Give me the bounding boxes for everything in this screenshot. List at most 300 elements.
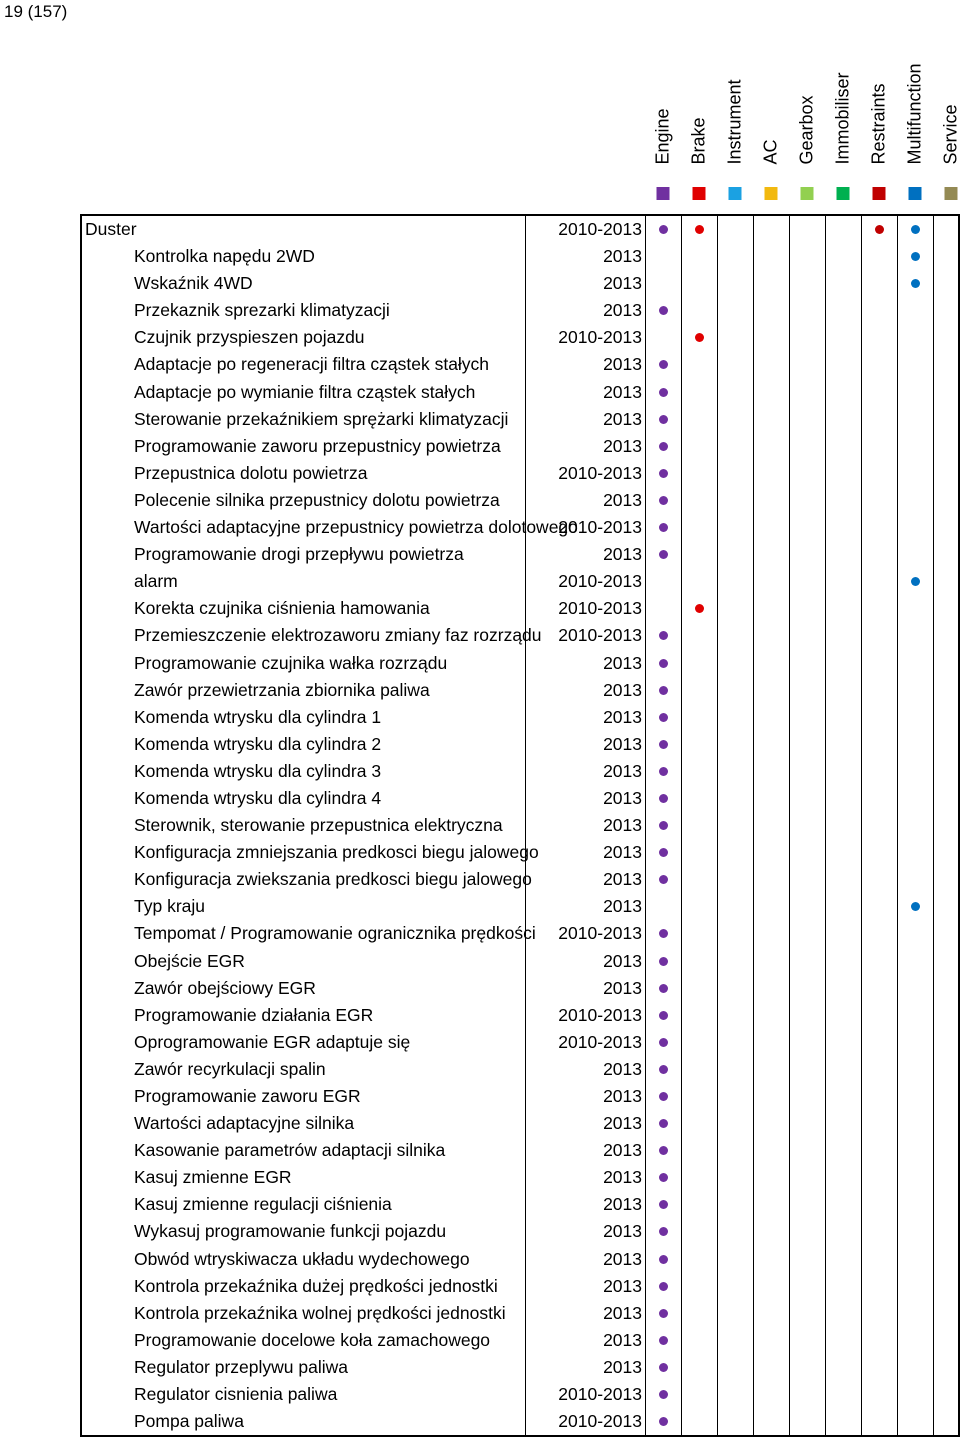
cell-gearbox [789,1110,825,1137]
cell-instrument [717,351,753,378]
cell-gearbox [789,731,825,758]
cell-ac [753,650,789,677]
cell-gearbox [789,650,825,677]
year-range: 2010-2013 [525,1408,645,1435]
support-dot-engine [659,360,668,369]
cell-ac [753,704,789,731]
cell-multifunction [897,568,933,595]
cell-gearbox [789,948,825,975]
table-row [82,541,958,568]
cell-service [933,514,969,541]
cell-brake [681,948,717,975]
cell-restraints [861,1246,897,1273]
cell-restraints [861,785,897,812]
table-row [82,1408,958,1435]
cell-brake [681,351,717,378]
support-dot-engine [659,469,668,478]
function-name: Zawór przewietrzania zbiornika paliwa [134,679,430,700]
year-range: 2013 [525,297,645,324]
support-dot-engine [659,1417,668,1426]
function-name: Kontrola przekaźnika wolnej prędkości jednostki [134,1302,506,1323]
cell-gearbox [789,216,825,243]
cell-restraints [861,1300,897,1327]
cell-engine [645,406,681,433]
support-dot-engine [659,1390,668,1399]
cell-service [933,704,969,731]
support-dot-engine [659,848,668,857]
cell-engine [645,351,681,378]
cell-engine [645,1381,681,1408]
cell-restraints [861,351,897,378]
cell-immobiliser [825,622,861,649]
year-range: 2010-2013 [525,920,645,947]
cell-service [933,1273,969,1300]
cell-service [933,1246,969,1273]
cell-brake [681,1137,717,1164]
cell-engine [645,920,681,947]
cell-multifunction [897,622,933,649]
cell-ac [753,1002,789,1029]
cell-service [933,731,969,758]
table-row [82,1083,958,1110]
cell-restraints [861,216,897,243]
cell-multifunction [897,1300,933,1327]
cell-engine [645,758,681,785]
year-range: 2010-2013 [525,514,645,541]
year-range: 2010-2013 [525,460,645,487]
cell-brake [681,1218,717,1245]
cell-restraints [861,297,897,324]
cell-immobiliser [825,1083,861,1110]
cell-service [933,948,969,975]
cell-gearbox [789,568,825,595]
year-range: 2013 [525,677,645,704]
cell-service [933,1083,969,1110]
function-table [80,214,960,1437]
cell-brake [681,1300,717,1327]
year-range: 2013 [525,351,645,378]
function-name: Adaptacje po regeneracji filtra cząstek stałych [134,354,490,375]
cell-restraints [861,1354,897,1381]
cell-gearbox [789,812,825,839]
cell-brake [681,1408,717,1435]
cell-brake [681,324,717,351]
cell-multifunction [897,1191,933,1218]
cell-immobiliser [825,758,861,785]
table-row [82,1354,958,1381]
cell-brake [681,1273,717,1300]
cell-instrument [717,1246,753,1273]
table-row [82,460,958,487]
year-range: 2013 [525,1164,645,1191]
support-dot-engine [659,713,668,722]
cell-ac [753,622,789,649]
column-label-immobiliser: Immobiliser [832,72,853,165]
year-range: 2013 [525,1137,645,1164]
cell-restraints [861,1191,897,1218]
year-range: 2010-2013 [525,568,645,595]
cell-brake [681,379,717,406]
cell-multifunction [897,460,933,487]
cell-ac [753,351,789,378]
column-label-brake: Brake [688,117,709,165]
cell-service [933,433,969,460]
cell-instrument [717,1273,753,1300]
column-header-restraints [861,0,897,205]
cell-immobiliser [825,1327,861,1354]
cell-restraints [861,1110,897,1137]
cell-ac [753,406,789,433]
support-dot-multifunction [911,225,920,234]
cell-service [933,1029,969,1056]
cell-gearbox [789,704,825,731]
cell-ac [753,839,789,866]
cell-restraints [861,975,897,1002]
cell-ac [753,379,789,406]
column-header-multifunction [897,0,933,205]
cell-service [933,812,969,839]
cell-brake [681,460,717,487]
cell-restraints [861,1056,897,1083]
cell-ac [753,460,789,487]
cell-engine [645,812,681,839]
support-dot-engine [659,225,668,234]
cell-ac [753,568,789,595]
cell-restraints [861,920,897,947]
cell-multifunction [897,595,933,622]
cell-instrument [717,1381,753,1408]
cell-instrument [717,270,753,297]
cell-ac [753,1083,789,1110]
cell-service [933,1164,969,1191]
cell-restraints [861,677,897,704]
cell-multifunction [897,650,933,677]
cell-gearbox [789,1273,825,1300]
cell-gearbox [789,785,825,812]
cell-gearbox [789,1083,825,1110]
function-name: Kasowanie parametrów adaptacji silnika [134,1140,446,1161]
cell-service [933,1002,969,1029]
cell-instrument [717,1327,753,1354]
table-row [82,677,958,704]
function-name: Czujnik przyspieszen pojazdu [134,327,365,348]
cell-multifunction [897,866,933,893]
cell-restraints [861,1002,897,1029]
cell-restraints [861,541,897,568]
cell-brake [681,785,717,812]
cell-ac [753,785,789,812]
cell-engine [645,1137,681,1164]
year-range: 2013 [525,1327,645,1354]
cell-engine [645,433,681,460]
cell-brake [681,920,717,947]
year-range: 2013 [525,866,645,893]
support-dot-engine [659,686,668,695]
cell-engine [645,704,681,731]
legend-square-service [945,187,958,200]
year-range: 2013 [525,1273,645,1300]
cell-multifunction [897,351,933,378]
function-name: Programowanie czujnika wałka rozrządu [134,652,448,673]
cell-multifunction [897,1381,933,1408]
cell-immobiliser [825,1164,861,1191]
function-name: Programowanie zaworu przepustnicy powietrza [134,435,501,456]
year-range: 2013 [525,1300,645,1327]
function-name: alarm [134,571,178,592]
support-dot-engine [659,388,668,397]
cell-restraints [861,758,897,785]
cell-multifunction [897,297,933,324]
cell-instrument [717,1218,753,1245]
cell-engine [645,1002,681,1029]
cell-restraints [861,839,897,866]
cell-immobiliser [825,433,861,460]
cell-ac [753,677,789,704]
cell-engine [645,1408,681,1435]
cell-immobiliser [825,704,861,731]
cell-gearbox [789,920,825,947]
column-label-gearbox: Gearbox [796,95,817,165]
cell-brake [681,975,717,1002]
cell-restraints [861,379,897,406]
cell-immobiliser [825,460,861,487]
function-name: Regulator przeplywu paliwa [134,1356,348,1377]
year-range: 2013 [525,893,645,920]
cell-multifunction [897,785,933,812]
table-row [82,1381,958,1408]
column-label-instrument: Instrument [724,79,745,165]
table-row [82,1137,958,1164]
function-name: Przekaznik sprezarki klimatyzacji [134,300,390,321]
cell-brake [681,677,717,704]
support-dot-engine [659,442,668,451]
table-row [82,1164,958,1191]
cell-immobiliser [825,379,861,406]
cell-gearbox [789,1354,825,1381]
function-name: Wartości adaptacyjne przepustnicy powietrza dolotowego [134,517,578,538]
cell-engine [645,1083,681,1110]
cell-ac [753,270,789,297]
cell-restraints [861,243,897,270]
cell-brake [681,1110,717,1137]
cell-brake [681,514,717,541]
support-dot-engine [659,875,668,884]
cell-service [933,460,969,487]
function-name: Komenda wtrysku dla cylindra 3 [134,760,382,781]
cell-service [933,650,969,677]
cell-multifunction [897,1327,933,1354]
function-name: Komenda wtrysku dla cylindra 1 [134,706,382,727]
function-name: Konfiguracja zmniejszania predkosci biegu jalowego [134,842,539,863]
table-row [82,351,958,378]
cell-ac [753,1354,789,1381]
function-name: Komenda wtrysku dla cylindra 4 [134,787,382,808]
cell-restraints [861,270,897,297]
support-dot-engine [659,929,668,938]
table-row [82,379,958,406]
support-dot-engine [659,1363,668,1372]
cell-gearbox [789,1137,825,1164]
cell-service [933,975,969,1002]
cell-ac [753,1056,789,1083]
cell-engine [645,216,681,243]
cell-gearbox [789,379,825,406]
table-row [82,568,958,595]
cell-brake [681,731,717,758]
cell-restraints [861,866,897,893]
cell-gearbox [789,1327,825,1354]
table-row [82,433,958,460]
year-range: 2013 [525,1083,645,1110]
table-row [82,1029,958,1056]
cell-multifunction [897,975,933,1002]
cell-ac [753,487,789,514]
legend-square-multifunction [909,187,922,200]
cell-restraints [861,433,897,460]
function-name: Kontrola przekaźnika dużej prędkości jednostki [134,1275,498,1296]
cell-immobiliser [825,487,861,514]
cell-instrument [717,677,753,704]
cell-ac [753,1164,789,1191]
column-header-gearbox [789,0,825,205]
cell-immobiliser [825,893,861,920]
cell-instrument [717,243,753,270]
cell-instrument [717,731,753,758]
cell-immobiliser [825,975,861,1002]
cell-ac [753,1300,789,1327]
function-name: Regulator cisnienia paliwa [134,1384,338,1405]
cell-immobiliser [825,812,861,839]
support-dot-engine [659,1146,668,1155]
cell-ac [753,243,789,270]
cell-instrument [717,975,753,1002]
cell-restraints [861,893,897,920]
cell-instrument [717,622,753,649]
year-range: 2010-2013 [525,622,645,649]
function-name: Tempomat / Programowanie ogranicznika prędkości [134,923,536,944]
function-name: Programowanie zaworu EGR [134,1086,361,1106]
cell-engine [645,1354,681,1381]
support-dot-multifunction [911,252,920,261]
cell-brake [681,406,717,433]
cell-brake [681,1002,717,1029]
table-row [82,1056,958,1083]
year-range: 2013 [525,975,645,1002]
cell-multifunction [897,677,933,704]
cell-brake [681,216,717,243]
cell-engine [645,650,681,677]
support-dot-engine [659,496,668,505]
cell-engine [645,270,681,297]
cell-instrument [717,1164,753,1191]
year-range: 2013 [525,270,645,297]
cell-restraints [861,406,897,433]
table-row [82,243,958,270]
cell-service [933,541,969,568]
cell-immobiliser [825,514,861,541]
cell-service [933,1218,969,1245]
function-name: Programowanie docelowe koła zamachowego [134,1329,491,1350]
support-dot-multifunction [911,902,920,911]
cell-brake [681,595,717,622]
cell-instrument [717,704,753,731]
support-dot-multifunction [911,279,920,288]
cell-instrument [717,460,753,487]
cell-immobiliser [825,216,861,243]
cell-gearbox [789,351,825,378]
cell-multifunction [897,1002,933,1029]
cell-immobiliser [825,541,861,568]
support-dot-engine [659,659,668,668]
function-name: Sterowanie przekaźnikiem sprężarki klimatyzacji [134,408,509,429]
cell-brake [681,243,717,270]
year-range: 2010-2013 [525,216,645,243]
cell-service [933,568,969,595]
cell-brake [681,622,717,649]
cell-engine [645,1056,681,1083]
cell-ac [753,758,789,785]
cell-immobiliser [825,948,861,975]
table-row [82,920,958,947]
cell-instrument [717,487,753,514]
function-name: Kontrolka napędu 2WD [134,246,315,267]
cell-service [933,1354,969,1381]
cell-ac [753,324,789,351]
year-range: 2013 [525,379,645,406]
function-name: Obwód wtryskiwacza układu wydechowego [134,1248,470,1269]
support-dot-engine [659,415,668,424]
cell-immobiliser [825,243,861,270]
cell-multifunction [897,1137,933,1164]
table-row [82,975,958,1002]
cell-engine [645,297,681,324]
column-label-restraints: Restraints [868,83,889,165]
cell-service [933,1327,969,1354]
cell-gearbox [789,893,825,920]
cell-instrument [717,1191,753,1218]
cell-immobiliser [825,351,861,378]
cell-immobiliser [825,1191,861,1218]
table-row [82,270,958,297]
column-label-multifunction: Multifunction [904,63,925,165]
cell-immobiliser [825,595,861,622]
cell-ac [753,514,789,541]
cell-ac [753,1029,789,1056]
cell-engine [645,487,681,514]
cell-restraints [861,1083,897,1110]
cell-immobiliser [825,1029,861,1056]
cell-instrument [717,1083,753,1110]
cell-instrument [717,406,753,433]
cell-ac [753,731,789,758]
support-dot-engine [659,306,668,315]
cell-immobiliser [825,1110,861,1137]
table-row [82,514,958,541]
legend-square-brake [693,187,706,200]
support-dot-engine [659,1227,668,1236]
cell-restraints [861,1408,897,1435]
year-range: 2013 [525,1218,645,1245]
year-range: 2013 [525,1056,645,1083]
function-name: Kasuj zmienne regulacji ciśnienia [134,1194,392,1215]
function-name: Komenda wtrysku dla cylindra 2 [134,733,382,754]
cell-gearbox [789,541,825,568]
support-dot-brake [695,225,704,234]
table-row [82,758,958,785]
cell-instrument [717,866,753,893]
cell-gearbox [789,514,825,541]
cell-restraints [861,568,897,595]
